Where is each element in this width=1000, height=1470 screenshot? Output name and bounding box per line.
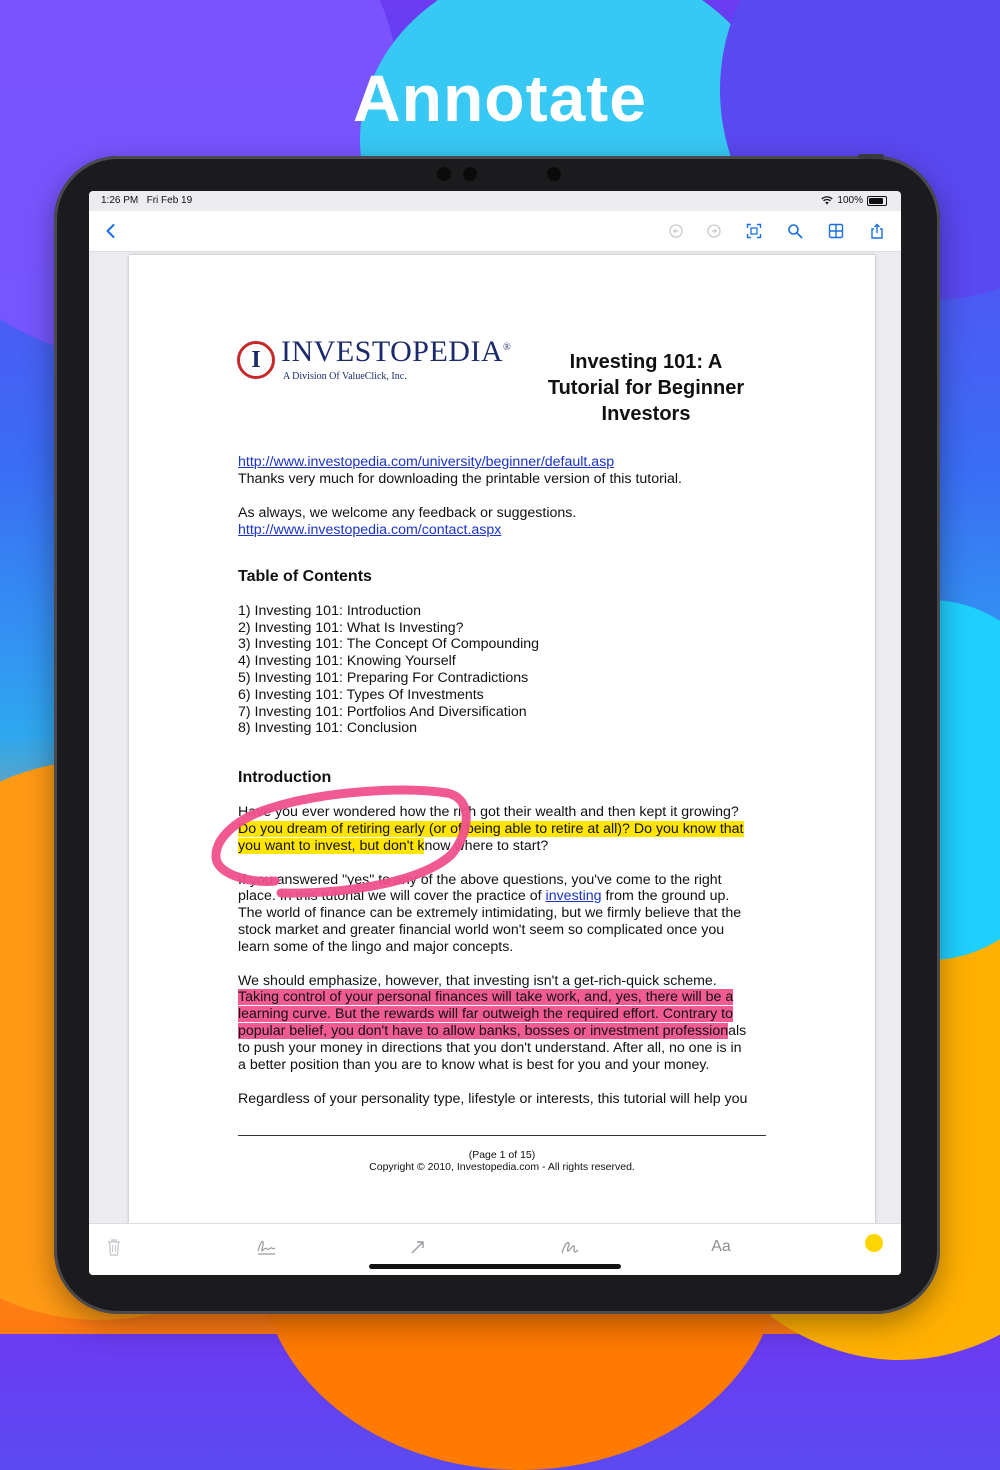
intro-line: We should emphasize, however, that investing isn't a get-rich-quick scheme. (238, 973, 717, 989)
contact-link[interactable]: http://www.investopedia.com/contact.aspx (238, 522, 502, 538)
intro-line (238, 1006, 733, 1023)
intro-line: If you answered "yes" to any of the above questions, you've come to the right (238, 872, 722, 888)
intro-line: place. In this tutorial we will cover the practice of investing from the ground up. (238, 888, 730, 904)
intro-line: Have you ever wondered how the rich got their wealth and then kept it growing? (238, 804, 739, 820)
highlight-yellow[interactable]: you want to invest, but don't k (238, 838, 425, 854)
toc-item[interactable]: 7) Investing 101: Portfolios And Diversification (238, 704, 527, 720)
top-toolbar (89, 211, 901, 252)
pen-draw-icon[interactable] (554, 1234, 584, 1260)
thanks-text: Thanks very much for downloading the printable version of this tutorial. (238, 471, 682, 487)
toc-item[interactable]: 2) Investing 101: What Is Investing? (238, 620, 464, 636)
investopedia-logo (237, 335, 512, 387)
intro-line: The world of finance can be extremely intimidating, but we firmly believe that the (238, 905, 742, 921)
footer-copyright: Copyright © 2010, Investopedia.com - All rights reserved. (369, 1161, 635, 1173)
text-tool-button[interactable]: Aa (711, 1238, 731, 1255)
highlight-pink[interactable]: learning curve. But the rewards will far outweigh the required effort. Contrary to (238, 1006, 733, 1022)
headline: Annotate (353, 61, 647, 135)
signature-icon[interactable] (251, 1234, 281, 1260)
home-indicator[interactable] (369, 1264, 621, 1269)
camera-icon (463, 167, 477, 181)
intro-line: learn some of the lingo and major concepts. (238, 939, 514, 955)
status-right (821, 195, 887, 206)
intro-line: a better position than you are to know what is best for you and your money. (238, 1057, 710, 1073)
footer-rule (238, 1135, 766, 1136)
redo-icon[interactable] (704, 221, 724, 241)
document-page[interactable] (129, 255, 875, 1255)
intro-heading: Introduction (238, 769, 332, 786)
feedback-text: As always, we welcome any feedback or suggestions. (238, 505, 577, 521)
status-bar (89, 191, 901, 211)
highlight-pink[interactable]: Taking control of your personal finances will take work, and, yes, there will be a (238, 989, 734, 1005)
intro-line: popular belief, you don't have to allow banks, bosses or investment professionals (238, 1023, 747, 1039)
intro-line: to push your money in directions that you don't understand. After all, no one is in (238, 1040, 742, 1056)
pen-ink-annotation[interactable] (189, 800, 489, 920)
color-picker-button[interactable] (865, 1234, 883, 1252)
document-title: Investing 101: A Tutorial for Beginner Investors (547, 351, 745, 425)
intro-line: you want to invest, but don't know where to start? (238, 838, 549, 854)
arrow-icon[interactable] (403, 1234, 433, 1260)
tablet-button (858, 154, 884, 159)
intro-line (238, 989, 733, 1006)
tutorial-link[interactable]: http://www.investopedia.com/university/beginner/default.asp (238, 454, 615, 470)
battery-icon (867, 196, 887, 206)
logo-mark: I (237, 341, 275, 379)
highlight-pink[interactable]: popular belief, you don't have to allow banks, bosses or investment profession (238, 1023, 729, 1039)
camera-icon (547, 167, 561, 181)
tablet-screen (89, 191, 901, 1275)
grid-icon[interactable] (826, 221, 846, 241)
toc-item[interactable]: 1) Investing 101: Introduction (238, 603, 421, 619)
highlight-yellow[interactable]: Do you dream of retiring early (or of being able to retire at all)? Do you know that (238, 821, 744, 837)
toc-heading: Table of Contents (238, 568, 372, 585)
wifi-icon (821, 196, 833, 205)
camera-icon (437, 167, 451, 181)
intro-line: Regardless of your personality type, lifestyle or interests, this tutorial will help you (238, 1091, 748, 1107)
toc-item[interactable]: 5) Investing 101: Preparing For Contradictions (238, 670, 529, 686)
scan-icon[interactable] (744, 221, 764, 241)
intro-line: stock market and greater financial world won't seem so complicated once you (238, 922, 725, 938)
footer-page: (Page 1 of 15) (468, 1149, 536, 1161)
toc-item[interactable]: 3) Investing 101: The Concept Of Compounding (238, 636, 540, 652)
logo-tagline: A Division Of ValueClick, Inc. (283, 371, 407, 382)
toc-item[interactable]: 8) Investing 101: Conclusion (238, 720, 418, 736)
trash-icon[interactable] (99, 1234, 129, 1260)
investing-link[interactable]: investing (545, 888, 602, 904)
status-time: 1:26 PM Fri Feb 19 (101, 195, 193, 206)
search-icon[interactable] (785, 221, 805, 241)
toc-item[interactable]: 6) Investing 101: Types Of Investments (238, 687, 484, 703)
share-icon[interactable] (867, 221, 887, 241)
back-chevron-icon[interactable] (101, 221, 121, 241)
battery-percent: 100% (837, 195, 863, 206)
logo-name: INVESTOPEDIA® (281, 335, 512, 368)
toc-item[interactable]: 4) Investing 101: Knowing Yourself (238, 653, 456, 669)
undo-icon[interactable] (666, 221, 686, 241)
